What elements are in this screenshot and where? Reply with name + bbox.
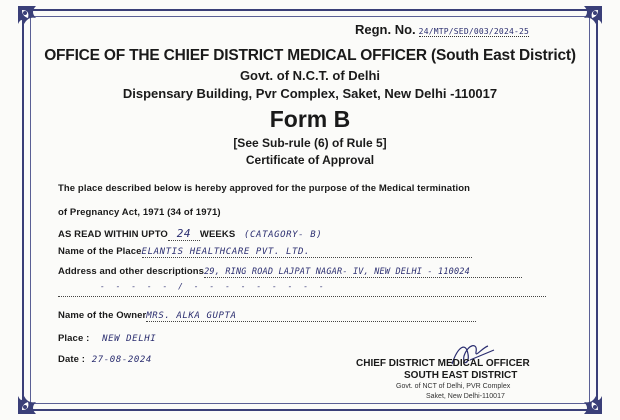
weeks-value: 24 — [176, 227, 192, 240]
regn-value: 24/MTP/SED/003/2024-25 — [418, 27, 530, 36]
owner-label: Name of the Owner — [58, 310, 147, 321]
intro-line-2: of Pregnancy Act, 1971 (34 of 1971) — [58, 207, 221, 218]
form-title: Form B — [269, 106, 351, 132]
place-city-value: NEW DELHI — [102, 334, 157, 344]
date-value: 27-08-2024 — [91, 355, 152, 365]
registration-number — [355, 22, 529, 37]
as-read-row — [58, 227, 322, 241]
address-continuation-line — [58, 296, 546, 297]
place-row — [58, 246, 472, 258]
corner-ornament-icon — [570, 4, 604, 38]
corner-ornament-icon — [570, 382, 604, 416]
signatory-address-2: Saket, New Delhi-110017 — [426, 393, 505, 400]
sub-rule: [See Sub-rule (6) of Rule 5] — [233, 136, 387, 150]
corner-ornament-icon — [16, 4, 50, 38]
category-value: (CATAGORY- B) — [244, 230, 323, 240]
address-value: 29, RING ROAD LAJPAT NAGAR- IV, NEW DELHI - 110024 — [204, 267, 470, 277]
regn-label: Regn. No. — [355, 22, 416, 37]
certificate-title: Certificate of Approval — [245, 153, 375, 167]
corner-ornament-icon — [16, 382, 50, 416]
date-row — [58, 354, 152, 365]
govt-line: Govt. of N.C.T. of Delhi — [239, 68, 381, 83]
address-extra-marks: - - - - - / - - - - - - - - - — [100, 282, 327, 291]
owner-value: MRS. ALKA GUPTA — [146, 311, 237, 321]
office-title: OFFICE OF THE CHIEF DISTRICT MEDICAL OFFICER (South East District) — [44, 47, 576, 64]
address-label: Address and other descriptions — [58, 266, 205, 277]
place-city-row — [58, 333, 156, 344]
weeks-label: WEEKS — [199, 229, 236, 240]
office-address: Dispensary Building, Pvr Complex, Saket, New Delhi -110017 — [122, 86, 498, 101]
intro-line-1: The place described below is hereby approved for the purpose of the Medical termination — [58, 183, 471, 194]
address-row — [58, 266, 522, 278]
owner-row — [58, 310, 476, 322]
signatory-district: SOUTH EAST DISTRICT — [404, 370, 518, 381]
signatory-address-1: Govt. of NCT of Delhi, PVR Complex — [396, 383, 511, 390]
as-read-label: AS READ WITHIN UPTO — [58, 229, 168, 240]
signatory-title: CHIEF DISTRICT MEDICAL OFFICER — [356, 358, 530, 369]
place-city-label: Place : — [58, 333, 90, 344]
place-value: ELANTIS HEALTHCARE PVT. LTD. — [141, 247, 311, 257]
date-label: Date : — [58, 354, 85, 365]
place-label: Name of the Place — [58, 246, 142, 257]
